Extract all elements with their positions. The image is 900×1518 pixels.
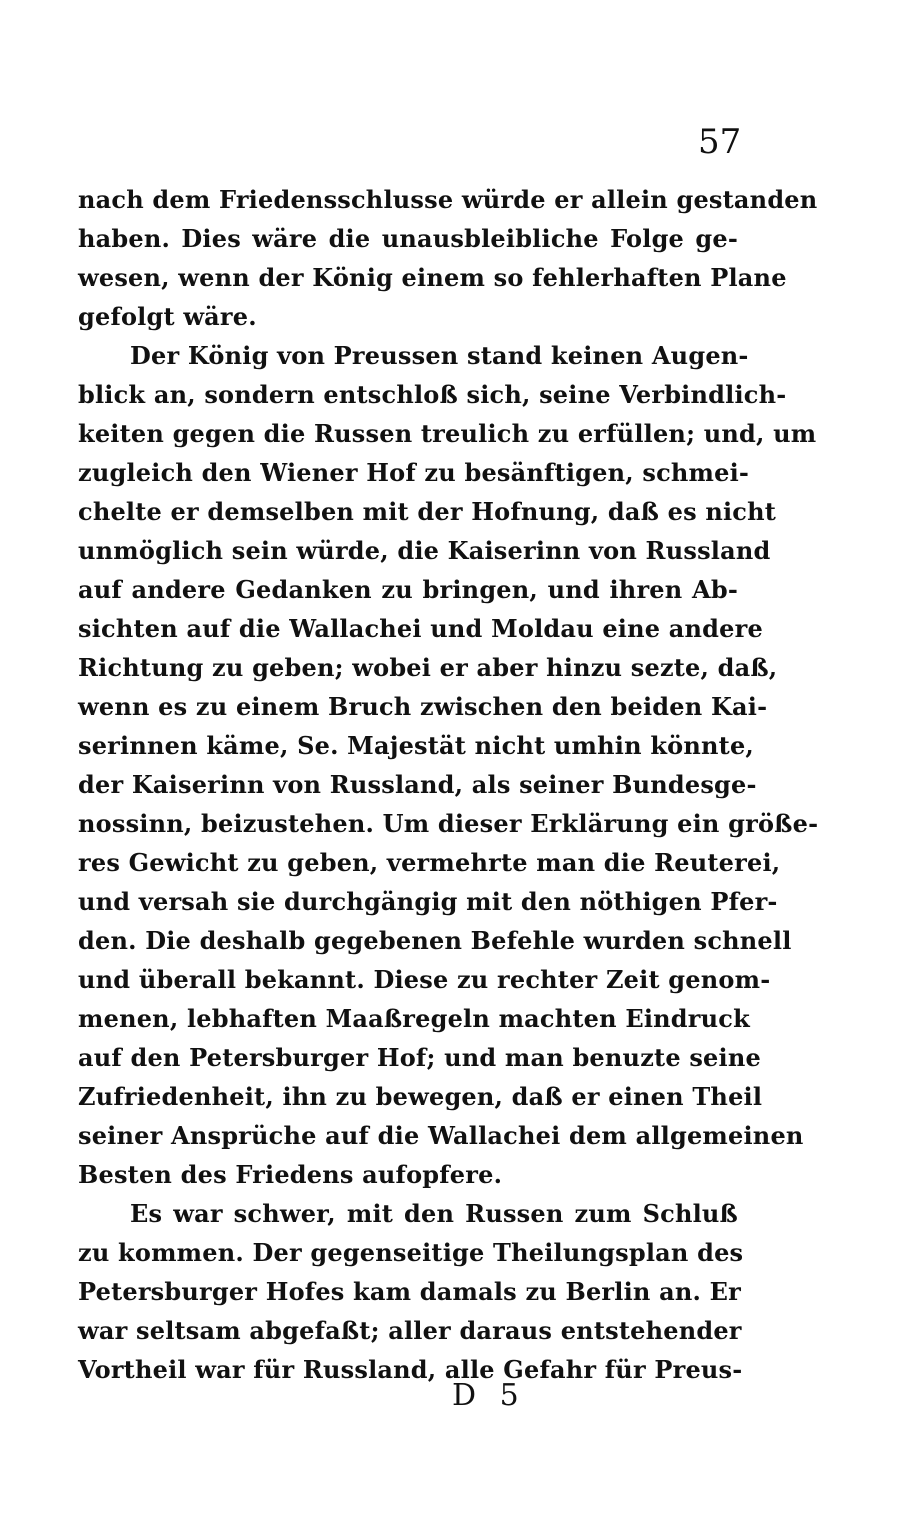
text-line: den. Die deshalb gegebenen Befehle wurden schnell: [78, 926, 792, 955]
text-block: [78, 180, 819, 1389]
text-line: war seltsam abgefaßt; aller daraus entstehender: [78, 1316, 742, 1345]
text-line: menen, lebhaften Maaßregeln machten Eindruck: [78, 1004, 750, 1033]
text-line: Petersburger Hofes kam damals zu Berlin an. Er: [78, 1277, 741, 1306]
text-line: wesen, wenn der König einem so fehlerhaften Plane: [78, 263, 787, 292]
text-line: Vortheil war für Russland, alle Gefahr für Preus-: [78, 1355, 743, 1384]
text-line: Der König von Preussen stand keinen Augen-: [130, 341, 749, 370]
text-line: nach dem Friedensschlusse würde er allein gestanden: [78, 185, 818, 214]
text-line: Besten des Friedens aufopfere.: [78, 1160, 503, 1189]
signature-mark: D 5: [452, 1378, 519, 1413]
text-line: zu kommen. Der gegenseitige Theilungsplan des: [78, 1238, 744, 1267]
text-line: und überall bekannt. Diese zu rechter Zeit genom-: [78, 965, 771, 994]
text-line: der Kaiserinn von Russland, als seiner Bundesge-: [78, 770, 757, 799]
text-line: und versah sie durchgängig mit den nöthigen Pfer-: [78, 887, 778, 916]
text-line: zugleich den Wiener Hof zu besänftigen, schmei-: [78, 458, 750, 487]
text-line: res Gewicht zu geben, vermehrte man die Reuterei,: [78, 848, 781, 877]
text-line: blick an, sondern entschloß sich, seine Verbindlich-: [78, 380, 787, 409]
text-line: chelte er demselben mit der Hofnung, daß es nicht: [78, 497, 777, 526]
text-line: unmöglich sein würde, die Kaiserinn von Russland: [78, 536, 771, 565]
text-line: Richtung zu geben; wobei er aber hinzu sezte, daß,: [78, 653, 778, 682]
text-line: sichten auf die Wallachei und Moldau eine andere: [78, 614, 763, 643]
text-line: keiten gegen die Russen treulich zu erfüllen; und, um: [78, 419, 817, 448]
text-line: seiner Ansprüche auf die Wallachei dem allgemeinen: [78, 1121, 804, 1150]
text-line: auf andere Gedanken zu bringen, und ihren Ab-: [78, 575, 738, 604]
text-line: haben. Dies wäre die unausbleibliche Folge ge-: [78, 224, 738, 253]
text-line: Zufriedenheit, ihn zu bewegen, daß er einen Theil: [78, 1082, 763, 1111]
page-number: 57: [698, 122, 742, 162]
text-line: wenn es zu einem Bruch zwischen den beiden Kai-: [78, 692, 768, 721]
text-line: nossinn, beizustehen. Um dieser Erklärung ein größe-: [78, 809, 819, 838]
text-line: auf den Petersburger Hof; und man benuzte seine: [78, 1043, 761, 1072]
text-line: Es war schwer, mit den Russen zum Schluß: [130, 1199, 738, 1228]
text-line: serinnen käme, Se. Majestät nicht umhin könnte,: [78, 731, 754, 760]
text-line: gefolgt wäre.: [78, 302, 257, 331]
